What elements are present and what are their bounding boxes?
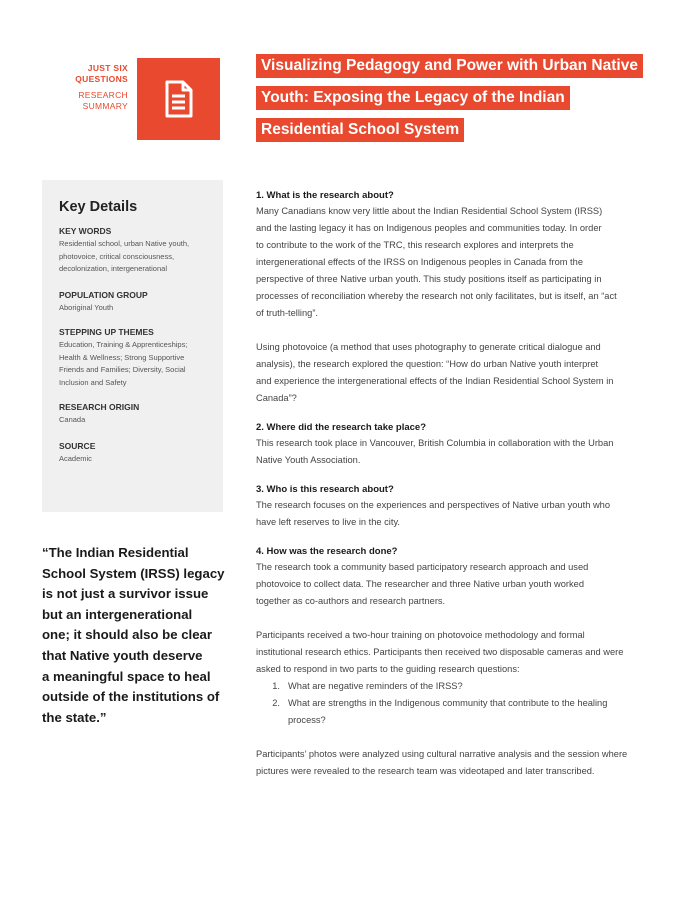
text-line: Participants received a two-hour training on photovoice methodology and formal [256,630,585,640]
quote-line: is not just a survivor issue [42,586,209,602]
source-group [59,441,215,466]
text-line: Participants’ photos were analyzed using cultural narrative analysis and the session where [256,749,628,759]
text-line: perspective of three Native urban youth. This study positions itself as participating in [256,274,602,284]
themes-line: Friends and Families; Diversity, Social [59,365,186,374]
section-4-paragraph-2 [256,627,651,678]
key-words-line: photovoice, critical consciousness, [59,251,175,261]
population-group [59,290,215,315]
text-line: process? [288,715,326,725]
section-4-paragraph-1 [256,559,651,610]
population-value: Aboriginal Youth [59,303,114,312]
research-questions-list [256,678,651,729]
pull-quote [42,543,227,728]
text-line: What are strengths in the Indigenous community that contribute to the healing [288,698,608,708]
quote-line: that Native youth deserve [42,647,203,663]
population-label: POPULATION GROUP [59,290,148,300]
text-line: What are negative reminders of the IRSS? [288,681,463,691]
list-item [256,678,651,695]
text-line: have left reserves to live in the city. [256,517,400,527]
section-1-paragraph-1 [256,203,651,322]
text-line: intergenerational effects of the IRSS on Indigenous peoples in Canada from the [256,257,583,267]
themes-line: Education, Training & Apprenticeships; [59,340,188,349]
themes-label: STEPPING UP THEMES [59,327,154,337]
themes-group [59,327,215,389]
list-number: 2. [272,698,280,708]
brand-line-1: JUST SIX [87,63,128,73]
text-line: and experience the intergenerational effects of the Indian Residential School System in [256,376,614,386]
key-words-label: KEY WORDS [59,226,112,236]
quote-line: outside of the institutions of [42,689,220,705]
title-line-3: Residential School System [256,118,464,142]
section-2-paragraph-1 [256,435,651,469]
brand-line-3: RESEARCH [78,90,128,100]
main-content [256,189,651,780]
brand-line-4: SUMMARY [82,101,128,111]
section-heading-1: 1. What is the research about? [256,190,394,201]
list-number: 1. [272,681,280,691]
key-details-heading: Key Details [59,199,138,215]
document-icon [137,58,220,140]
themes-line: Health & Wellness; Strong Supportive [59,352,185,362]
document-title [256,54,656,150]
section-heading-4: 4. How was the research done? [256,546,398,557]
quote-line: the state.” [42,709,107,725]
document-icon-glyph [164,80,194,118]
text-line: The research took a community based participatory research approach and used [256,562,589,572]
key-words-group [59,226,215,276]
research-origin-value: Canada [59,415,86,424]
text-line: Canada”? [256,393,297,403]
themes-value [59,339,215,389]
list-text [288,695,607,729]
text-line: photovoice to collect data. The researcher and three Native urban youth worked [256,579,584,589]
text-line: The research focuses on the experiences and perspectives of Native urban youth who [256,500,611,510]
brand-label [0,63,128,112]
key-words-line: Residential school, urban Native youth, [59,239,190,248]
quote-line: but an intergenerational [42,606,193,622]
key-details-panel [42,180,223,512]
text-line: Using photovoice (a method that uses photography to generate critical dialogue and [256,342,601,352]
research-origin-label: RESEARCH ORIGIN [59,402,140,412]
text-line: and the lasting legacy it has on Indigenous peoples and communities today. In order [256,223,602,233]
text-line: of truth-telling”. [256,308,319,318]
text-line: together as co-authors and research partners. [256,596,446,606]
section-4-paragraph-3 [256,746,651,780]
source-value: Academic [59,454,92,463]
section-1-paragraph-2 [256,339,651,407]
text-line: to contribute to the work of the TRC, this research explores and interprets the [256,240,574,250]
brand-line-2: QUESTIONS [75,74,128,84]
quote-line: a meaningful space to heal [42,668,211,684]
source-label: SOURCE [59,441,96,451]
text-line: pictures were revealed to the research team was videotaped and later transcribed. [256,766,595,776]
section-heading-3: 3. Who is this research about? [256,484,394,495]
text-line: This research took place in Vancouver, British Columbia in collaboration with the Urban [256,438,614,448]
themes-line: Inclusion and Safety [59,377,127,387]
list-text [288,678,463,695]
key-words-line: decolonization, intergenerational [59,264,167,273]
key-words-value [59,238,215,276]
section-3-paragraph-1 [256,497,651,531]
text-line: processes of reconciliation whereby the research not only facilitates, but is itself, an “act [256,291,617,301]
text-line: analysis), the research explored the question: “How do urban Native youth interpret [256,359,599,369]
title-line-1: Visualizing Pedagogy and Power with Urban Native [256,54,643,78]
text-line: asked to respond in two parts to the guiding research questions: [256,664,520,674]
title-line-2: Youth: Exposing the Legacy of the Indian [256,86,570,110]
text-line: Native Youth Association. [256,455,361,465]
text-line: Many Canadians know very little about the Indian Residential School System (IRSS) [256,206,603,216]
research-origin-group [59,402,215,427]
quote-line: School System (IRSS) legacy [42,565,225,581]
list-item [256,695,651,729]
quote-line: one; it should also be clear [42,627,213,643]
section-heading-2: 2. Where did the research take place? [256,422,427,433]
quote-line: “The Indian Residential [42,545,189,560]
text-line: institutional research ethics. Participants then received two disposable cameras and were [256,647,624,657]
